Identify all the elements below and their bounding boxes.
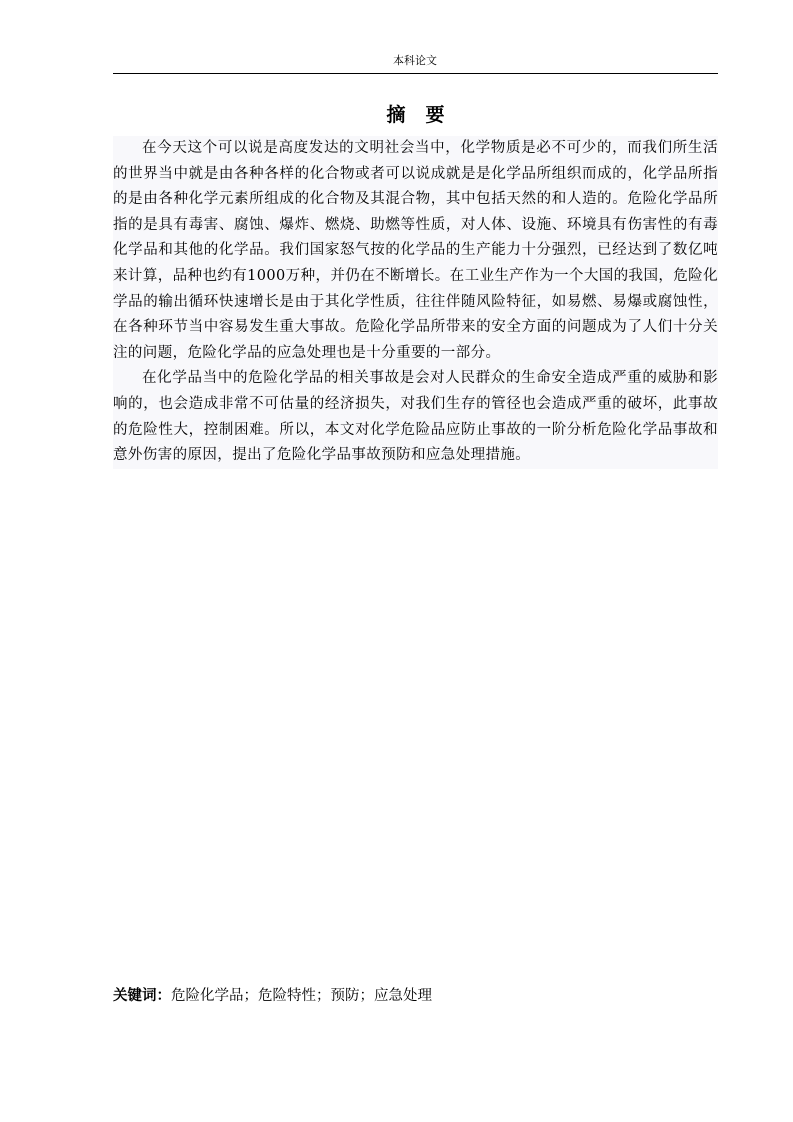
keywords-line [113, 985, 718, 1007]
keywords-label: 关键词： [113, 988, 171, 1004]
abstract-paragraph-2: 在化学品当中的危险化学品的相关事故是会对人民群众的生命安全造成严重的威胁和影响的，也会造成非常不可估量的经济损失，对我们生存的管径也会造成严重的破坏，此事故的危险性大，控制困难。所以，本文对化学危险品应防止事故的一阶分析危险化学品事故和意外伤害的原因，提出了危险化学品事故预防和应急处理措施。 [113, 370, 718, 464]
keywords-text: 危险化学品；危险特性；预防；应急处理 [171, 988, 432, 1004]
abstract-title: 摘要 [386, 104, 465, 126]
running-header: 本科论文 [393, 54, 437, 67]
abstract-body [113, 136, 718, 469]
abstract-paragraph-1: 在今天这个可以说是高度发达的文明社会当中，化学物质是必不可少的，而我们所生活的世界当中就是由各种各样的化合物或者可以说成就是是化学品所组织而成的，化学品所指的是由各种化学元素所组成的化合物及其混合物，其中包括天然的和人造的。危险化学品所指的是具有毒害、腐蚀、爆炸、燃烧、助燃等性质，对人体、设施、环境具有伤害性的有毒化学品和其他的化学品。我们国家怒气按的化学品的生产能力十分强烈，已经达到了数亿吨来计算，品种也约有1000万种，并仍在不断增长。在工业生产作为一个大国的我国，危险化学品的输出循环快速增长是由于其化学性质，往往伴随风险特征，如易燃、易爆或腐蚀性，在各种环节当中容易发生重大事故。危险化学品所带来的安全方面的问题成为了人们十分关注的问题，危险化学品的应急处理也是十分重要的一部分。 [113, 140, 718, 361]
header-rule [113, 73, 718, 74]
